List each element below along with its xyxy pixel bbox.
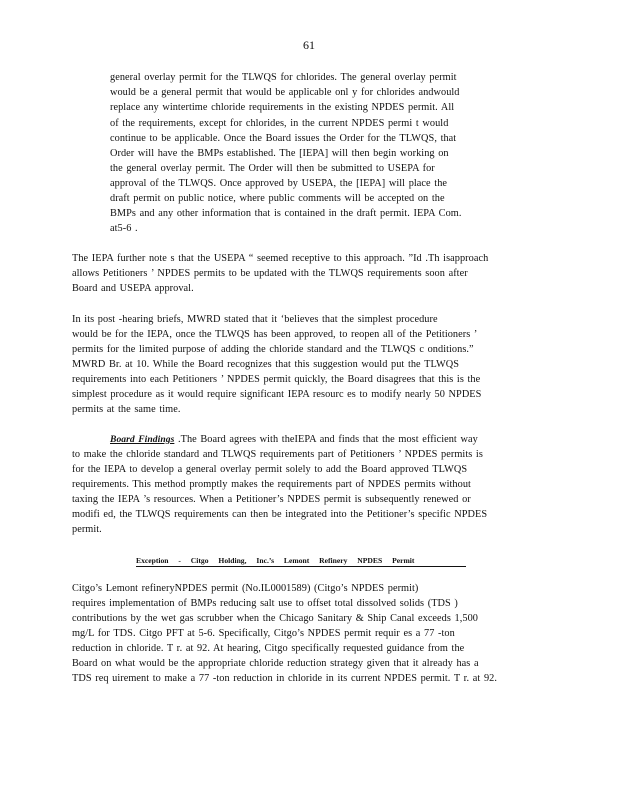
- quote-line: continue to be applicable. Once the Board issues the Order for the TLWQS, that: [110, 133, 457, 144]
- paragraph-line: Citgo’s Lemont refineryNPDES permit (No.IL0001589) (Citgo’s NPDES permit): [72, 583, 419, 594]
- paragraph-line: The IEPA further note s that the USEPA “ seemed receptive to this approach. ”Id .Th isapproach: [72, 253, 489, 264]
- paragraph-line: modifi ed, the TLWQS requirements can then be integrated into the Petitioner’s specific NPDES: [72, 509, 488, 520]
- paragraph-line: mg/L for TDS. Citgo PFT at 5-6. Specifically, Citgo’s NPDES permit requir es a 77 -ton: [72, 628, 455, 639]
- page-number: 61: [303, 38, 315, 52]
- quote-line: draft permit on public notice, where public comments will be accepted on the: [110, 193, 445, 204]
- paragraph-line: for the IEPA to develop a general overlay permit solely to add the Board approved TLWQS: [72, 464, 468, 475]
- paragraph-line: requirements into each Petitioners ’ NPDES permit quickly, the Board disagrees that this is the: [72, 374, 481, 385]
- paragraph-line: permit.: [72, 524, 102, 535]
- quote-line: the general overlay permit. The Order will then be submitted to USEPA for: [110, 163, 435, 174]
- paragraph-line: TDS req uirement to make a 77 -ton reduction in chloride in its current NPDES permit. T r. at 92.: [72, 673, 497, 684]
- section-heading: Exception - Citgo Holding, Inc.’s Lemont Refinery NPDES Permit: [136, 556, 466, 567]
- paragraph-line: contributions by the wet gas scrubber when the Chicago Sanitary & Ship Canal exceeds 1,500: [72, 613, 478, 624]
- quote-line: replace any wintertime chloride requirements in the existing NPDES permit. All: [110, 102, 455, 113]
- paragraph-line: reduction in chloride. T r. at 92. At hearing, Citgo specifically requested guidance from the: [72, 643, 465, 654]
- quote-line: approval of the TLWQS. Once approved by USEPA, the [IEPA] will place the: [110, 178, 448, 189]
- paragraph-line: taxing the IEPA ’s resources. When a Petitioner’s NPDES permit is subsequently renewed or: [72, 494, 471, 505]
- paragraph-line: Board and USEPA approval.: [72, 283, 194, 294]
- quote-line: Order will have the BMPs established. The [IEPA] will then begin working on: [110, 148, 449, 159]
- paragraph-line: would be for the IEPA, once the TLWQS has been approved, to reopen all of the Petitioners ’: [72, 329, 478, 340]
- paragraph-line: requirements. This method promptly makes the requirements part of NPDES permits without: [72, 479, 471, 490]
- paragraph-line: allows Petitioners ’ NPDES permits to be updated with the TLWQS requirements soon after: [72, 268, 468, 279]
- quote-line: general overlay permit for the TLWQS for chlorides. The general overlay permit: [110, 72, 457, 83]
- paragraph-line: simplest procedure as it would require significant IEPA resourc es to modify nearly 50 NPDES: [72, 389, 482, 400]
- paragraph-line: MWRD Br. at 10. While the Board recognizes that this suggestion would put the TLWQS: [72, 359, 460, 370]
- quote-line: would be a general permit that would be applicable onl y for chlorides andwould: [110, 87, 460, 98]
- paragraph-line: permits for the limited purpose of adding the chloride standard and the TLWQS c onditions.”: [72, 344, 474, 355]
- paragraph-line: Board on what would be the appropriate chloride reduction strategy given that it already has a: [72, 658, 479, 669]
- paragraph-line: permits at the same time.: [72, 404, 181, 415]
- board-findings-label: Board Findings: [110, 434, 175, 445]
- quote-line: at5-6 .: [110, 223, 138, 234]
- paragraph-line: In its post -hearing briefs, MWRD stated that it ‘believes that the simplest procedure: [72, 314, 438, 325]
- paragraph-line: .The Board agrees with theIEPA and finds that the most efficient way: [174, 434, 478, 445]
- quote-line: BMPs and any other information that is contained in the draft permit. IEPA Com.: [110, 208, 462, 219]
- quote-line: of the requirements, except for chlorides, in the current NPDES permi t would: [110, 118, 449, 129]
- paragraph-line: to make the chloride standard and TLWQS requirements part of Petitioners ’ NPDES permits is: [72, 449, 483, 460]
- board-findings-label-line: [110, 434, 478, 445]
- paragraph-line: requires implementation of BMPs reducing salt use to offset total dissolved solids (TDS ): [72, 598, 458, 609]
